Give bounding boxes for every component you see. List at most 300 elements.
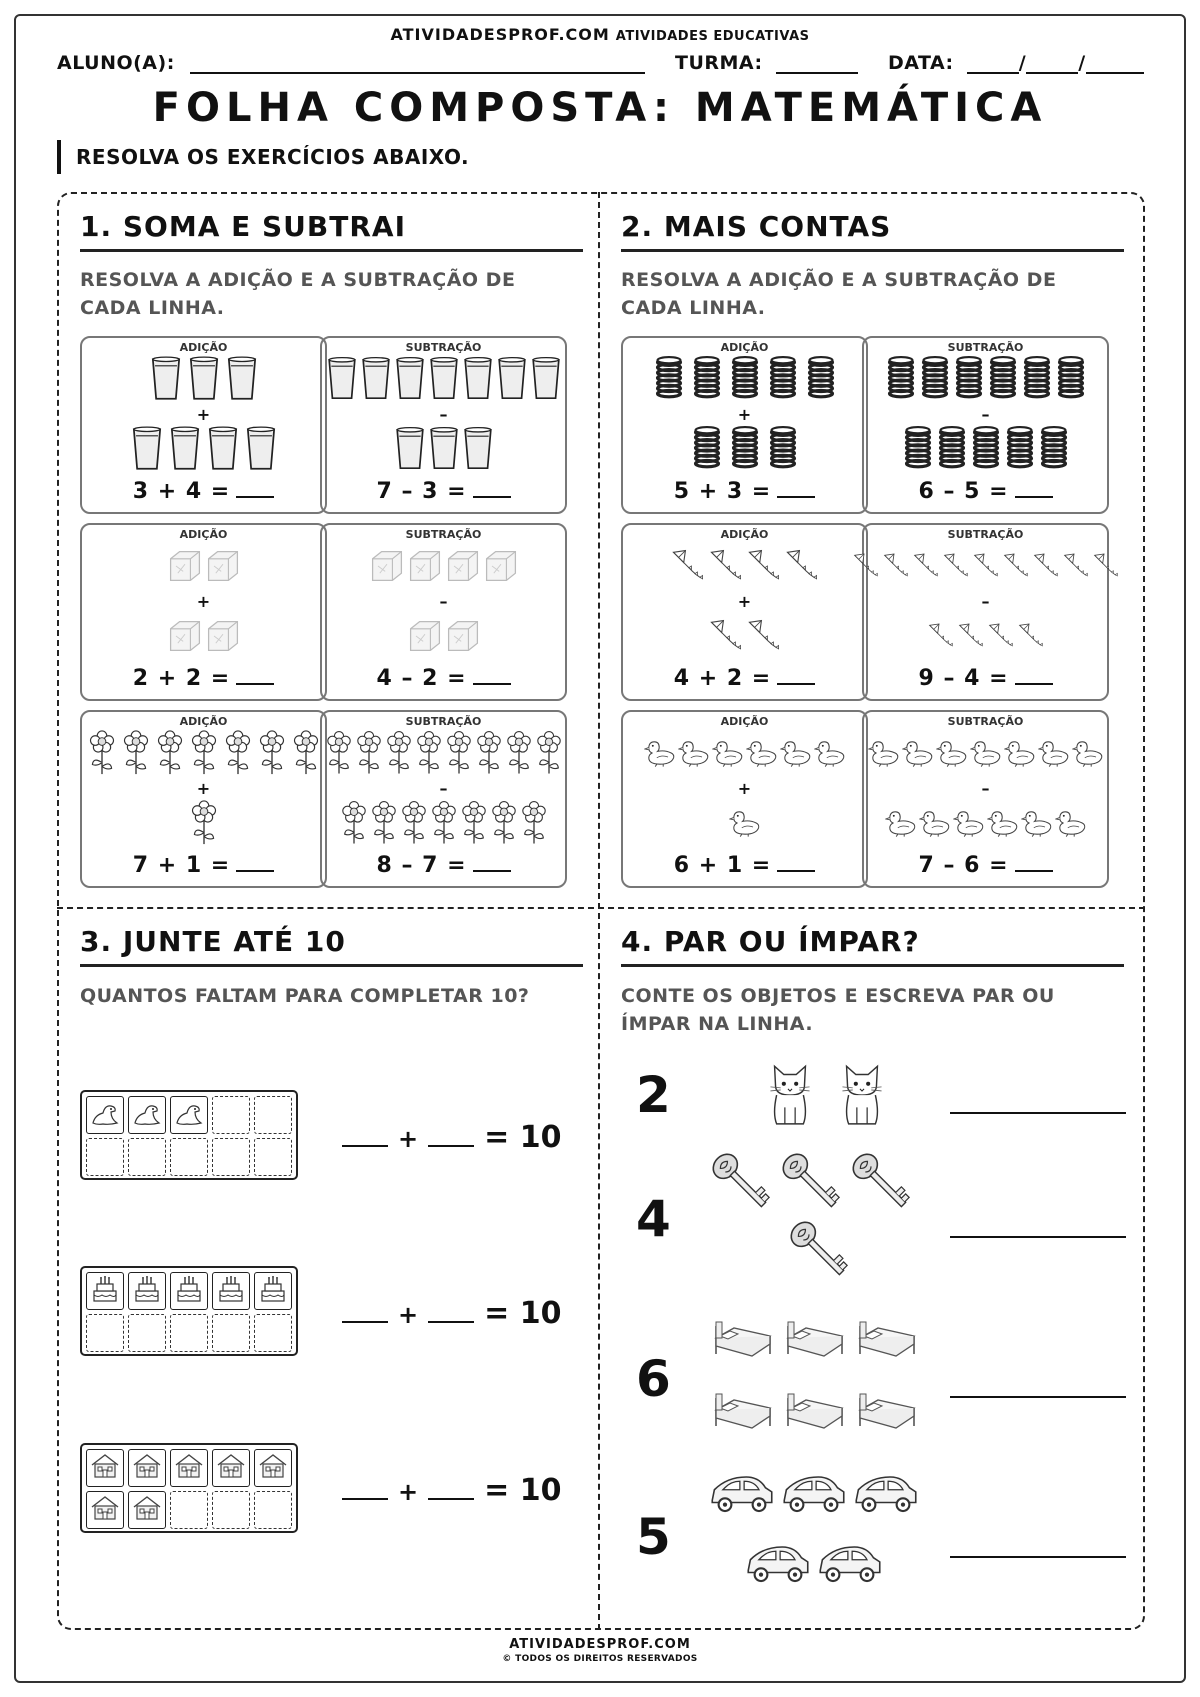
duck-icon (746, 730, 778, 780)
ten-frame-cell-empty (128, 1314, 166, 1352)
ice-cube-icon (445, 543, 481, 593)
flower-icon (505, 730, 533, 780)
bed-icon (710, 1318, 776, 1362)
answer-blank[interactable] (342, 1125, 388, 1147)
card-operation-label: SUBTRAÇÃO (405, 528, 482, 541)
equation-text: 5 + 3 = (673, 479, 772, 504)
flower-icon (445, 730, 473, 780)
ten-frame-cell-empty (212, 1491, 250, 1529)
kite-icon (1002, 543, 1030, 593)
exercise-card (80, 336, 327, 514)
seal-icon (89, 1097, 121, 1133)
house-icon (89, 1450, 121, 1486)
duck-icon (729, 800, 761, 850)
exercise-card (862, 710, 1109, 888)
answer-blank[interactable] (777, 667, 815, 685)
card-equation (82, 666, 325, 691)
flower-icon (355, 730, 383, 780)
card-equation (864, 479, 1107, 504)
glass-icon (394, 356, 426, 406)
equation-text: 2 + 2 = (132, 666, 231, 691)
flower-icon (430, 800, 458, 850)
footer-copyright: © TODOS OS DIREITOS RESERVADOS (502, 1654, 698, 1664)
date-field (888, 52, 1144, 74)
cake-icon (257, 1273, 289, 1309)
ice-cube-icon (483, 543, 519, 593)
spring-icon (765, 356, 801, 406)
answer-blank[interactable] (1015, 854, 1053, 872)
spring-icon (885, 356, 917, 406)
equation-text: 6 + 1 = (673, 853, 772, 878)
card-icon-row (322, 426, 565, 476)
card-operator: – (981, 592, 990, 611)
card-icon-row (82, 730, 325, 780)
card-icon-row (82, 800, 325, 850)
date-year-input[interactable] (1086, 54, 1144, 74)
section-2-desc: RESOLVA A ADIÇÃO E A SUBTRAÇÃO DE CADA LINHA. (621, 269, 1057, 319)
duck-icon (780, 730, 812, 780)
flower-icon (325, 730, 353, 780)
card-operation-label: SUBTRAÇÃO (405, 341, 482, 354)
car-icon (744, 1542, 812, 1590)
ten-frame-cell-filled (170, 1272, 208, 1310)
duck-icon (936, 730, 968, 780)
site-name: ATIVIDADESPROF.COM (390, 25, 610, 44)
glass-icon (394, 426, 426, 476)
ten-frame-cell-empty (212, 1096, 250, 1134)
glass-icon (129, 426, 165, 476)
flower-icon (415, 730, 443, 780)
key-icon (786, 1214, 856, 1294)
glass-icon (326, 356, 358, 406)
card-operator: + (737, 779, 752, 798)
answer-blank[interactable] (342, 1301, 388, 1323)
exercise-card (80, 523, 327, 701)
make-ten-equation (342, 1120, 561, 1155)
horizontal-divider (57, 907, 1145, 909)
card-icon-row (623, 356, 866, 406)
exercise-card (862, 336, 1109, 514)
kite-icon (1062, 543, 1090, 593)
duck-icon (1055, 800, 1087, 850)
car-icon (816, 1542, 884, 1590)
answer-blank[interactable] (473, 854, 511, 872)
parity-answer-line[interactable] (950, 1556, 1126, 1558)
glass-icon (428, 356, 460, 406)
card-operator: + (196, 405, 211, 424)
card-operator: + (196, 779, 211, 798)
card-equation (623, 853, 866, 878)
card-icon-row (322, 613, 565, 663)
card-equation (322, 479, 565, 504)
ten-frame-cell-filled (86, 1272, 124, 1310)
card-operator: – (439, 405, 448, 424)
flower-icon (460, 800, 488, 850)
bed-icon (782, 1390, 848, 1434)
class-field (675, 52, 858, 74)
card-operator: – (981, 405, 990, 424)
answer-blank[interactable] (236, 667, 274, 685)
ten-frame-cell-empty (170, 1138, 208, 1176)
parity-answer-line[interactable] (950, 1396, 1126, 1398)
glass-icon (462, 426, 494, 476)
section-1-desc: RESOLVA A ADIÇÃO E A SUBTRAÇÃO DE CADA LINHA. (80, 269, 516, 319)
ten-frame-cell-filled (254, 1272, 292, 1310)
spring-icon (1055, 356, 1087, 406)
equation-text: 3 + 4 = (132, 479, 231, 504)
duck-icon (678, 730, 710, 780)
exercise-card (320, 523, 567, 701)
duck-icon (1038, 730, 1070, 780)
kite-icon (942, 543, 970, 593)
glass-icon (167, 426, 203, 476)
glass-icon (243, 426, 279, 476)
ice-cube-icon (407, 613, 443, 663)
spring-icon (727, 426, 763, 476)
card-operator: + (737, 592, 752, 611)
spring-icon (1004, 426, 1036, 476)
duck-icon (987, 800, 1019, 850)
spring-icon (1021, 356, 1053, 406)
answer-blank[interactable] (1015, 480, 1053, 498)
section-4-title: 4. PAR OU ÍMPAR? (621, 925, 1124, 967)
ten-frame-cell-empty (170, 1314, 208, 1352)
ice-cube-icon (205, 543, 241, 593)
date-month-input[interactable] (1026, 54, 1078, 74)
car-icon (852, 1472, 920, 1520)
spring-icon (1038, 426, 1070, 476)
flower-icon (535, 730, 563, 780)
bed-icon (854, 1318, 920, 1362)
card-operator: – (439, 592, 448, 611)
kite-icon (1092, 543, 1120, 593)
duck-icon (1072, 730, 1104, 780)
glass-icon (530, 356, 562, 406)
kite-icon (784, 543, 820, 593)
cake-icon (215, 1273, 247, 1309)
plus-sign: + (398, 1124, 419, 1153)
spring-icon (689, 426, 725, 476)
kite-icon (1017, 613, 1045, 663)
duck-icon (1021, 800, 1053, 850)
equation-text: 7 + 1 = (132, 853, 231, 878)
glass-icon (428, 426, 460, 476)
seal-icon (173, 1097, 205, 1133)
equals-ten: = 10 (484, 1120, 562, 1155)
exercise-card (320, 710, 567, 888)
cake-icon (173, 1273, 205, 1309)
card-operation-label: ADIÇÃO (179, 341, 228, 354)
kite-icon (912, 543, 940, 593)
count-number: 6 (636, 1350, 671, 1408)
equals-ten: = 10 (484, 1296, 562, 1331)
bed-icon (710, 1390, 776, 1434)
ice-cube-icon (369, 543, 405, 593)
ten-frame-cell-empty (254, 1491, 292, 1529)
flower-icon (490, 800, 518, 850)
equation-text: 6 – 5 = (918, 479, 1009, 504)
card-operator: – (439, 779, 448, 798)
date-separator: / (1078, 52, 1086, 74)
house-icon (173, 1450, 205, 1486)
section-4-desc: CONTE OS OBJETOS E ESCREVA PAR OU ÍMPAR NA LINHA. (621, 985, 1055, 1035)
answer-blank[interactable] (428, 1478, 474, 1500)
ten-frame-cell-empty (254, 1314, 292, 1352)
kite-icon (746, 613, 782, 663)
ten-frame-cell-filled (86, 1449, 124, 1487)
card-equation (82, 479, 325, 504)
ten-frame-cell-filled (170, 1449, 208, 1487)
duck-icon (712, 730, 744, 780)
make-ten-equation (342, 1473, 561, 1508)
flower-icon (400, 800, 428, 850)
make-ten-equation (342, 1296, 561, 1331)
ten-frame (80, 1443, 298, 1533)
equation-text: 9 – 4 = (918, 666, 1009, 691)
ice-cube-icon (167, 613, 203, 663)
flower-icon (370, 800, 398, 850)
ice-cube-icon (205, 613, 241, 663)
ten-frame-cell-empty (254, 1096, 292, 1134)
kite-icon (852, 543, 880, 593)
card-icon-row (322, 543, 565, 593)
equation-text: 7 – 6 = (918, 853, 1009, 878)
exercise-card (621, 523, 868, 701)
ten-frame-cell-filled (212, 1272, 250, 1310)
duck-icon (868, 730, 900, 780)
spring-icon (689, 356, 725, 406)
spring-icon (902, 426, 934, 476)
equation-text: 8 – 7 = (376, 853, 467, 878)
card-equation (623, 479, 866, 504)
kite-icon (1032, 543, 1060, 593)
card-icon-row (82, 426, 325, 476)
section-3-title: 3. JUNTE ATÉ 10 (80, 925, 583, 967)
card-icon-row (82, 356, 325, 406)
glass-icon (205, 426, 241, 476)
equation-text: 7 – 3 = (376, 479, 467, 504)
date-separator: / (1018, 52, 1027, 74)
ice-cube-icon (407, 543, 443, 593)
ten-frame-cell-filled (254, 1449, 292, 1487)
instruction: RESOLVA OS EXERCÍCIOS ABAIXO. (57, 140, 469, 174)
class-input[interactable] (776, 54, 858, 74)
kite-icon (746, 543, 782, 593)
ten-frame-cell-empty (86, 1138, 124, 1176)
answer-blank[interactable] (473, 667, 511, 685)
cat-icon (755, 1056, 825, 1132)
bed-icon (782, 1318, 848, 1362)
glass-icon (496, 356, 528, 406)
vertical-divider (598, 192, 600, 1630)
kite-icon (957, 613, 985, 663)
ten-frame-cell-empty (86, 1314, 124, 1352)
card-operation-label: ADIÇÃO (720, 528, 769, 541)
count-number: 2 (636, 1066, 671, 1124)
ten-frame-cell-empty (212, 1314, 250, 1352)
answer-blank[interactable] (777, 854, 815, 872)
cat-icon (827, 1056, 897, 1132)
flower-icon (188, 730, 220, 780)
answer-blank[interactable] (428, 1125, 474, 1147)
flower-icon (385, 730, 413, 780)
ten-frame (80, 1266, 298, 1356)
flower-icon (290, 730, 322, 780)
card-operator: + (196, 592, 211, 611)
spring-icon (803, 356, 839, 406)
equation-text: 4 – 2 = (376, 666, 467, 691)
exercise-card (621, 710, 868, 888)
ten-frame-cell-filled (86, 1491, 124, 1529)
answer-blank[interactable] (236, 854, 274, 872)
duck-icon (814, 730, 846, 780)
spring-icon (919, 356, 951, 406)
car-icon (708, 1472, 776, 1520)
ten-frame-cell-filled (86, 1096, 124, 1134)
kite-icon (670, 543, 706, 593)
card-icon-row (623, 800, 866, 850)
card-icon-row (623, 426, 866, 476)
card-equation (864, 666, 1107, 691)
kite-icon (987, 613, 1015, 663)
answer-blank[interactable] (342, 1478, 388, 1500)
glass-icon (224, 356, 260, 406)
card-operation-label: ADIÇÃO (179, 528, 228, 541)
glass-icon (186, 356, 222, 406)
count-number: 4 (636, 1190, 671, 1248)
plus-sign: + (398, 1477, 419, 1506)
card-operation-label: ADIÇÃO (179, 715, 228, 728)
card-operator: + (737, 405, 752, 424)
duck-icon (902, 730, 934, 780)
section-1-title: 1. SOMA E SUBTRAI (80, 210, 583, 252)
seal-icon (131, 1097, 163, 1133)
house-icon (131, 1450, 163, 1486)
card-operation-label: ADIÇÃO (720, 341, 769, 354)
ten-frame-cell-filled (212, 1449, 250, 1487)
footer (0, 1637, 1200, 1664)
glass-icon (148, 356, 184, 406)
kite-icon (927, 613, 955, 663)
site-header (0, 25, 1200, 44)
key-icon (708, 1146, 778, 1226)
footer-site: ATIVIDADESPROF.COM (509, 1637, 691, 1652)
ten-frame (80, 1090, 298, 1180)
parity-answer-line[interactable] (950, 1112, 1126, 1114)
kite-icon (708, 613, 744, 663)
exercise-card (862, 523, 1109, 701)
flower-icon (520, 800, 548, 850)
exercise-card (80, 710, 327, 888)
duck-icon (970, 730, 1002, 780)
flower-icon (340, 800, 368, 850)
flower-icon (475, 730, 503, 780)
ten-frame-cell-filled (128, 1491, 166, 1529)
house-icon (215, 1450, 247, 1486)
card-icon-row (322, 800, 565, 850)
flower-icon (120, 730, 152, 780)
card-equation (82, 853, 325, 878)
spring-icon (936, 426, 968, 476)
duck-icon (644, 730, 676, 780)
ice-cube-icon (167, 543, 203, 593)
answer-blank[interactable] (236, 480, 274, 498)
card-operation-label: SUBTRAÇÃO (405, 715, 482, 728)
flower-icon (256, 730, 288, 780)
site-tagline: ATIVIDADES EDUCATIVAS (615, 29, 810, 44)
glass-icon (462, 356, 494, 406)
card-icon-row (623, 543, 866, 593)
spring-icon (765, 426, 801, 476)
equation-text: 4 + 2 = (673, 666, 772, 691)
ten-frame-cell-filled (170, 1096, 208, 1134)
spring-icon (953, 356, 985, 406)
date-label: DATA: (888, 52, 954, 74)
ten-frame-cell-empty (170, 1491, 208, 1529)
section-2-title: 2. MAIS CONTAS (621, 210, 1124, 252)
cake-icon (89, 1273, 121, 1309)
card-icon-row (623, 613, 866, 663)
ten-frame-cell-filled (128, 1096, 166, 1134)
cake-icon (131, 1273, 163, 1309)
student-name-input[interactable] (190, 54, 645, 74)
flower-icon (188, 800, 220, 850)
card-icon-row (864, 356, 1107, 406)
card-operation-label: ADIÇÃO (720, 715, 769, 728)
card-icon-row (864, 800, 1107, 850)
card-icon-row (82, 543, 325, 593)
card-icon-row (322, 730, 565, 780)
section-3-desc: QUANTOS FALTAM PARA COMPLETAR 10? (80, 985, 530, 1007)
student-label: ALUNO(A): (57, 52, 175, 74)
page-title: FOLHA COMPOSTA: MATEMÁTICA (152, 85, 1048, 131)
card-icon-row (322, 356, 565, 406)
ten-frame-cell-empty (128, 1138, 166, 1176)
duck-icon (919, 800, 951, 850)
duck-icon (1004, 730, 1036, 780)
spring-icon (970, 426, 1002, 476)
key-icon (848, 1146, 918, 1226)
spring-icon (987, 356, 1019, 406)
kite-icon (972, 543, 1000, 593)
card-equation (322, 666, 565, 691)
exercise-card (621, 336, 868, 514)
flower-icon (154, 730, 186, 780)
date-day-input[interactable] (967, 54, 1019, 74)
card-operation-label: SUBTRAÇÃO (947, 715, 1024, 728)
student-field (57, 52, 645, 74)
card-equation (322, 853, 565, 878)
card-equation (864, 853, 1107, 878)
glass-icon (360, 356, 392, 406)
kite-icon (708, 543, 744, 593)
answer-blank[interactable] (1015, 667, 1053, 685)
card-icon-row (864, 426, 1107, 476)
answer-blank[interactable] (473, 480, 511, 498)
card-operation-label: SUBTRAÇÃO (947, 528, 1024, 541)
plus-sign: + (398, 1300, 419, 1329)
bed-icon (854, 1390, 920, 1434)
count-number: 5 (636, 1508, 671, 1566)
house-icon (257, 1450, 289, 1486)
duck-icon (885, 800, 917, 850)
card-equation (623, 666, 866, 691)
parity-answer-line[interactable] (950, 1236, 1126, 1238)
card-operator: – (981, 779, 990, 798)
flower-icon (222, 730, 254, 780)
answer-blank[interactable] (428, 1301, 474, 1323)
answer-blank[interactable] (777, 480, 815, 498)
